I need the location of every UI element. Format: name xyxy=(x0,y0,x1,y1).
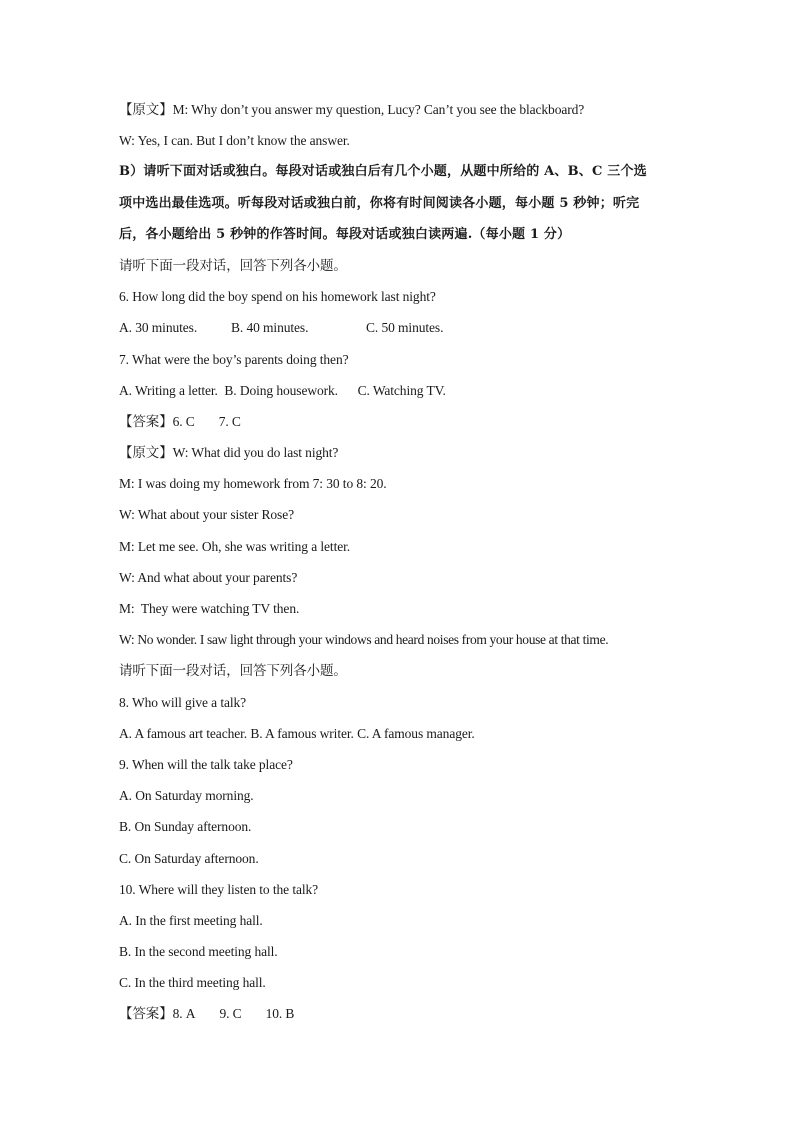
option-a: A. On Saturday morning. xyxy=(119,788,254,804)
question-6: 6. How long did the boy spend on his homework last night? xyxy=(119,289,436,305)
option-b: B. 40 minutes. xyxy=(231,320,309,336)
option-a: A. 30 minutes. xyxy=(119,320,198,336)
question-6-options xyxy=(119,318,679,349)
question-7: 7. What were the boy’s parents doing then? xyxy=(119,351,349,367)
question-10: 10. Where will they listen to the talk? xyxy=(119,881,319,897)
answer-9: 9. C xyxy=(219,1006,242,1022)
transcript-line: W: What about your sister Rose? xyxy=(119,507,294,523)
question-9: 9. When will the talk take place? xyxy=(119,756,293,772)
transcript-line: M: I was doing my homework from 7: 30 to 8: 20. xyxy=(119,476,387,492)
transcript-line: W: And what about your parents? xyxy=(119,569,298,585)
transcript-line: W: Yes, I can. But I don’t know the answer. xyxy=(119,133,350,149)
option-a: A. In the first meeting hall. xyxy=(119,912,263,928)
answer-line xyxy=(119,1004,679,1035)
option-c: C. On Saturday afternoon. xyxy=(119,850,259,866)
transcript-line: 【原文】W: What did you do last night? xyxy=(119,445,339,461)
section-instructions: 后，各小题给出 5 秒钟的作答时间。每段对话或独白读两遍.（每小题 1 分） xyxy=(119,226,571,242)
dialogue-prompt: 请听下面一段对话，回答下列各小题。 xyxy=(119,663,347,679)
answer-7: 7. C xyxy=(218,413,241,429)
transcript-line: M: Let me see. Oh, she was writing a letter. xyxy=(119,538,351,554)
dialogue-prompt: 请听下面一段对话，回答下列各小题。 xyxy=(119,257,347,273)
option-b: B. In the second meeting hall. xyxy=(119,944,278,960)
option-c: C. In the third meeting hall. xyxy=(119,975,266,991)
document-page xyxy=(119,100,679,1036)
answer-8: 【答案】8. A xyxy=(119,1006,196,1022)
answer-10: 10. B xyxy=(265,1006,295,1022)
section-instructions: 项中选出最佳选项。听每段对话或独白前，你将有时间阅读各小题，每小题 5 秒钟；听完 xyxy=(119,195,640,211)
answer-6: 【答案】6. C xyxy=(119,413,195,429)
section-instructions: B）请听下面对话或独白。每段对话或独白后有几个小题，从题中所给的 A、B、C 三个选 xyxy=(119,164,647,180)
transcript-line: W: No wonder. I saw light through your windows and heard noises from your house at that time. xyxy=(119,632,609,648)
question-8-options: A. A famous art teacher. B. A famous writer. C. A famous manager. xyxy=(119,725,475,741)
answer-line xyxy=(119,412,679,443)
option-c: C. 50 minutes. xyxy=(366,320,444,336)
question-7-options: A. Writing a letter. B. Doing housework. C. Watching TV. xyxy=(119,382,446,398)
question-8: 8. Who will give a talk? xyxy=(119,694,247,710)
transcript-line: 【原文】M: Why don’t you answer my question, Lucy? Can’t you see the blackboard? xyxy=(119,102,585,117)
transcript-line: M: They were watching TV then. xyxy=(119,601,300,616)
option-b: B. On Sunday afternoon. xyxy=(119,819,252,835)
